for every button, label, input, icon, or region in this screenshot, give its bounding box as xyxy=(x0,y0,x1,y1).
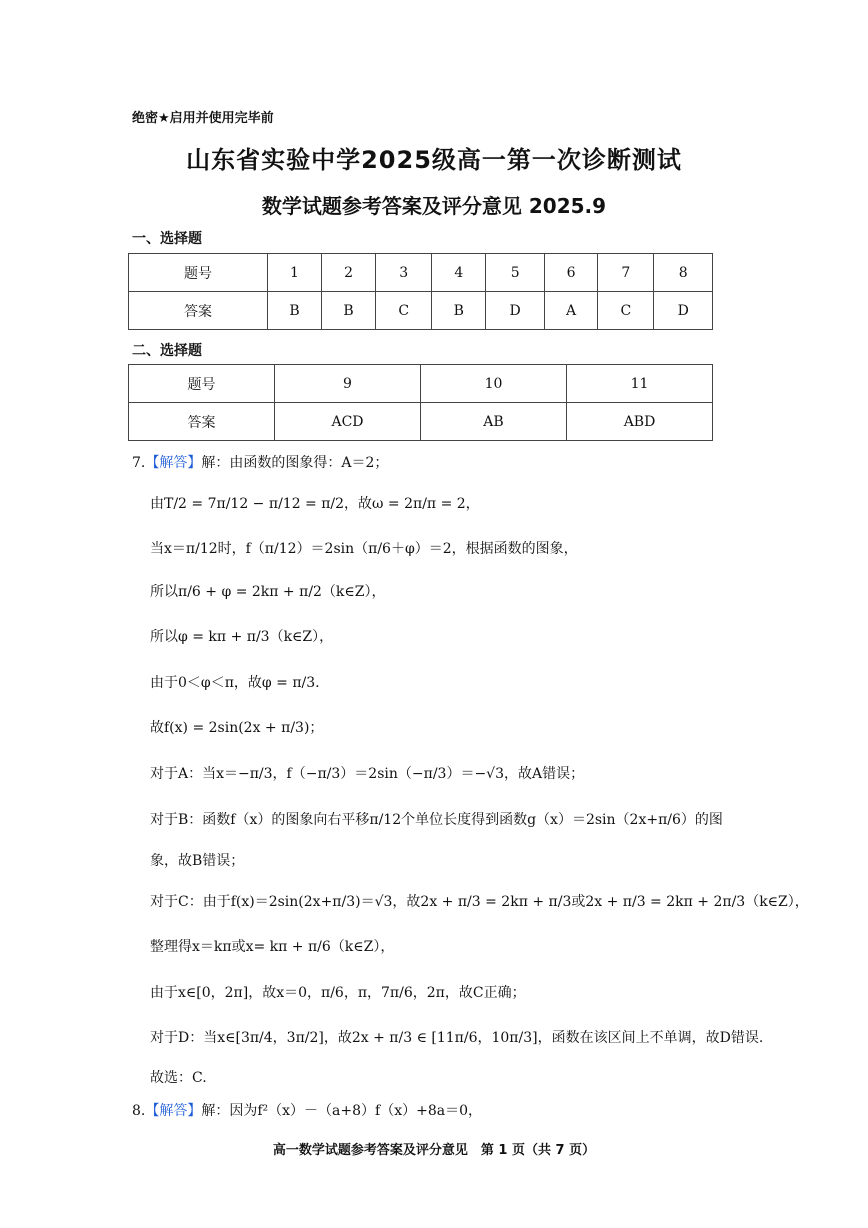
solution-line: 所以φ = kπ + π/3（k∈Z）， xyxy=(150,629,334,645)
table-cell: 答案 xyxy=(129,403,275,441)
table-cell: ABD xyxy=(567,403,713,441)
table-row xyxy=(129,254,713,292)
solution-line: 由于x∈[0，2π]，故x＝0，π/6，π，7π/6，2π，故C正确； xyxy=(150,985,526,1001)
table-cell: 9 xyxy=(275,365,421,403)
table-cell: 3 xyxy=(376,254,432,292)
table-cell: 5 xyxy=(486,254,545,292)
table-cell: C xyxy=(376,292,432,330)
table-cell: 7 xyxy=(598,254,654,292)
answer-table-2 xyxy=(128,364,713,441)
section-heading-2: 二、选择题 xyxy=(132,343,202,359)
solution-line: 由T/2 = 7π/12 − π/12 = π/2，故ω = 2π/π = 2， xyxy=(150,496,480,512)
table-cell: B xyxy=(322,292,376,330)
solution-line: 象，故B错误； xyxy=(150,853,245,869)
document-subtitle: 数学试题参考答案及评分意见 2025.9 xyxy=(261,194,607,218)
solution-line: 解：由函数的图象得：A＝2； xyxy=(201,455,389,471)
solution-line: 对于B：函数f（x）的图象向右平移π/12个单位长度得到函数g（x）＝2sin（2x+π/6）的图 xyxy=(150,812,723,828)
table-cell: 11 xyxy=(567,365,713,403)
document-title: 山东省实验中学2025级高一第一次诊断测试 xyxy=(186,146,682,174)
table-row xyxy=(129,292,713,330)
table-cell: 题号 xyxy=(129,254,268,292)
solution-line: 解：因为f²（x）－（a+8）f（x）+8a＝0， xyxy=(201,1103,483,1119)
solution-line: 对于A：当x＝−π/3，f（−π/3）＝2sin（−π/3）＝−√3，故A错误； xyxy=(150,766,585,782)
solution-line: 对于C：由于f(x)＝2sin(2x+π/3)＝√3，故2x + π/3 = 2kπ + π/3或2x + π/3 = 2kπ + 2π/3（k∈Z）， xyxy=(150,894,809,910)
table-cell: 2 xyxy=(322,254,376,292)
table-cell: 4 xyxy=(432,254,486,292)
table-cell: D xyxy=(654,292,713,330)
answer-tag: 【解答】 xyxy=(145,455,202,471)
solution-line: 整理得x＝kπ或x= kπ + π/6（k∈Z）， xyxy=(150,939,395,955)
table-cell: 1 xyxy=(267,254,321,292)
table-row xyxy=(129,365,713,403)
section-heading-1: 一、选择题 xyxy=(132,231,202,247)
table-cell: ACD xyxy=(275,403,421,441)
table-cell: 8 xyxy=(654,254,713,292)
solution-line: 由于0＜φ＜π，故φ = π/3. xyxy=(150,675,320,691)
table-cell: C xyxy=(598,292,654,330)
solution-line: 对于D：当x∈[3π/4，3π/2]，故2x + π/3 ∈ [11π/6，10π/3]，函数在该区间上不单调，故D错误. xyxy=(150,1030,764,1046)
table-cell: 题号 xyxy=(129,365,275,403)
table-cell: AB xyxy=(421,403,567,441)
table-cell: A xyxy=(544,292,597,330)
table-row xyxy=(129,403,713,441)
solution-line: 所以π/6 + φ = 2kπ + π/2（k∈Z）， xyxy=(150,584,386,600)
solution-line: 故选：C. xyxy=(150,1070,207,1086)
question-number: 8. xyxy=(132,1103,146,1119)
table-cell: 10 xyxy=(421,365,567,403)
confidential-label: 绝密★启用并使用完毕前 xyxy=(132,111,274,126)
solution-line: 故f(x) = 2sin(2x + π/3)； xyxy=(150,720,324,736)
answer-table-1 xyxy=(128,253,713,330)
page-footer: 高一数学试题参考答案及评分意见 第 1 页（共 7 页） xyxy=(272,1143,596,1158)
solution-8-header xyxy=(132,1100,482,1120)
table-cell: 答案 xyxy=(129,292,268,330)
solution-7-header xyxy=(132,452,388,472)
solution-line: 当x＝π/12时，f（π/12）＝2sin（π/6＋φ）＝2，根据函数的图象， xyxy=(150,541,578,557)
answer-tag: 【解答】 xyxy=(145,1103,202,1119)
table-cell: 6 xyxy=(544,254,597,292)
table-cell: B xyxy=(267,292,321,330)
table-cell: D xyxy=(486,292,545,330)
question-number: 7. xyxy=(132,455,146,471)
table-cell: B xyxy=(432,292,486,330)
